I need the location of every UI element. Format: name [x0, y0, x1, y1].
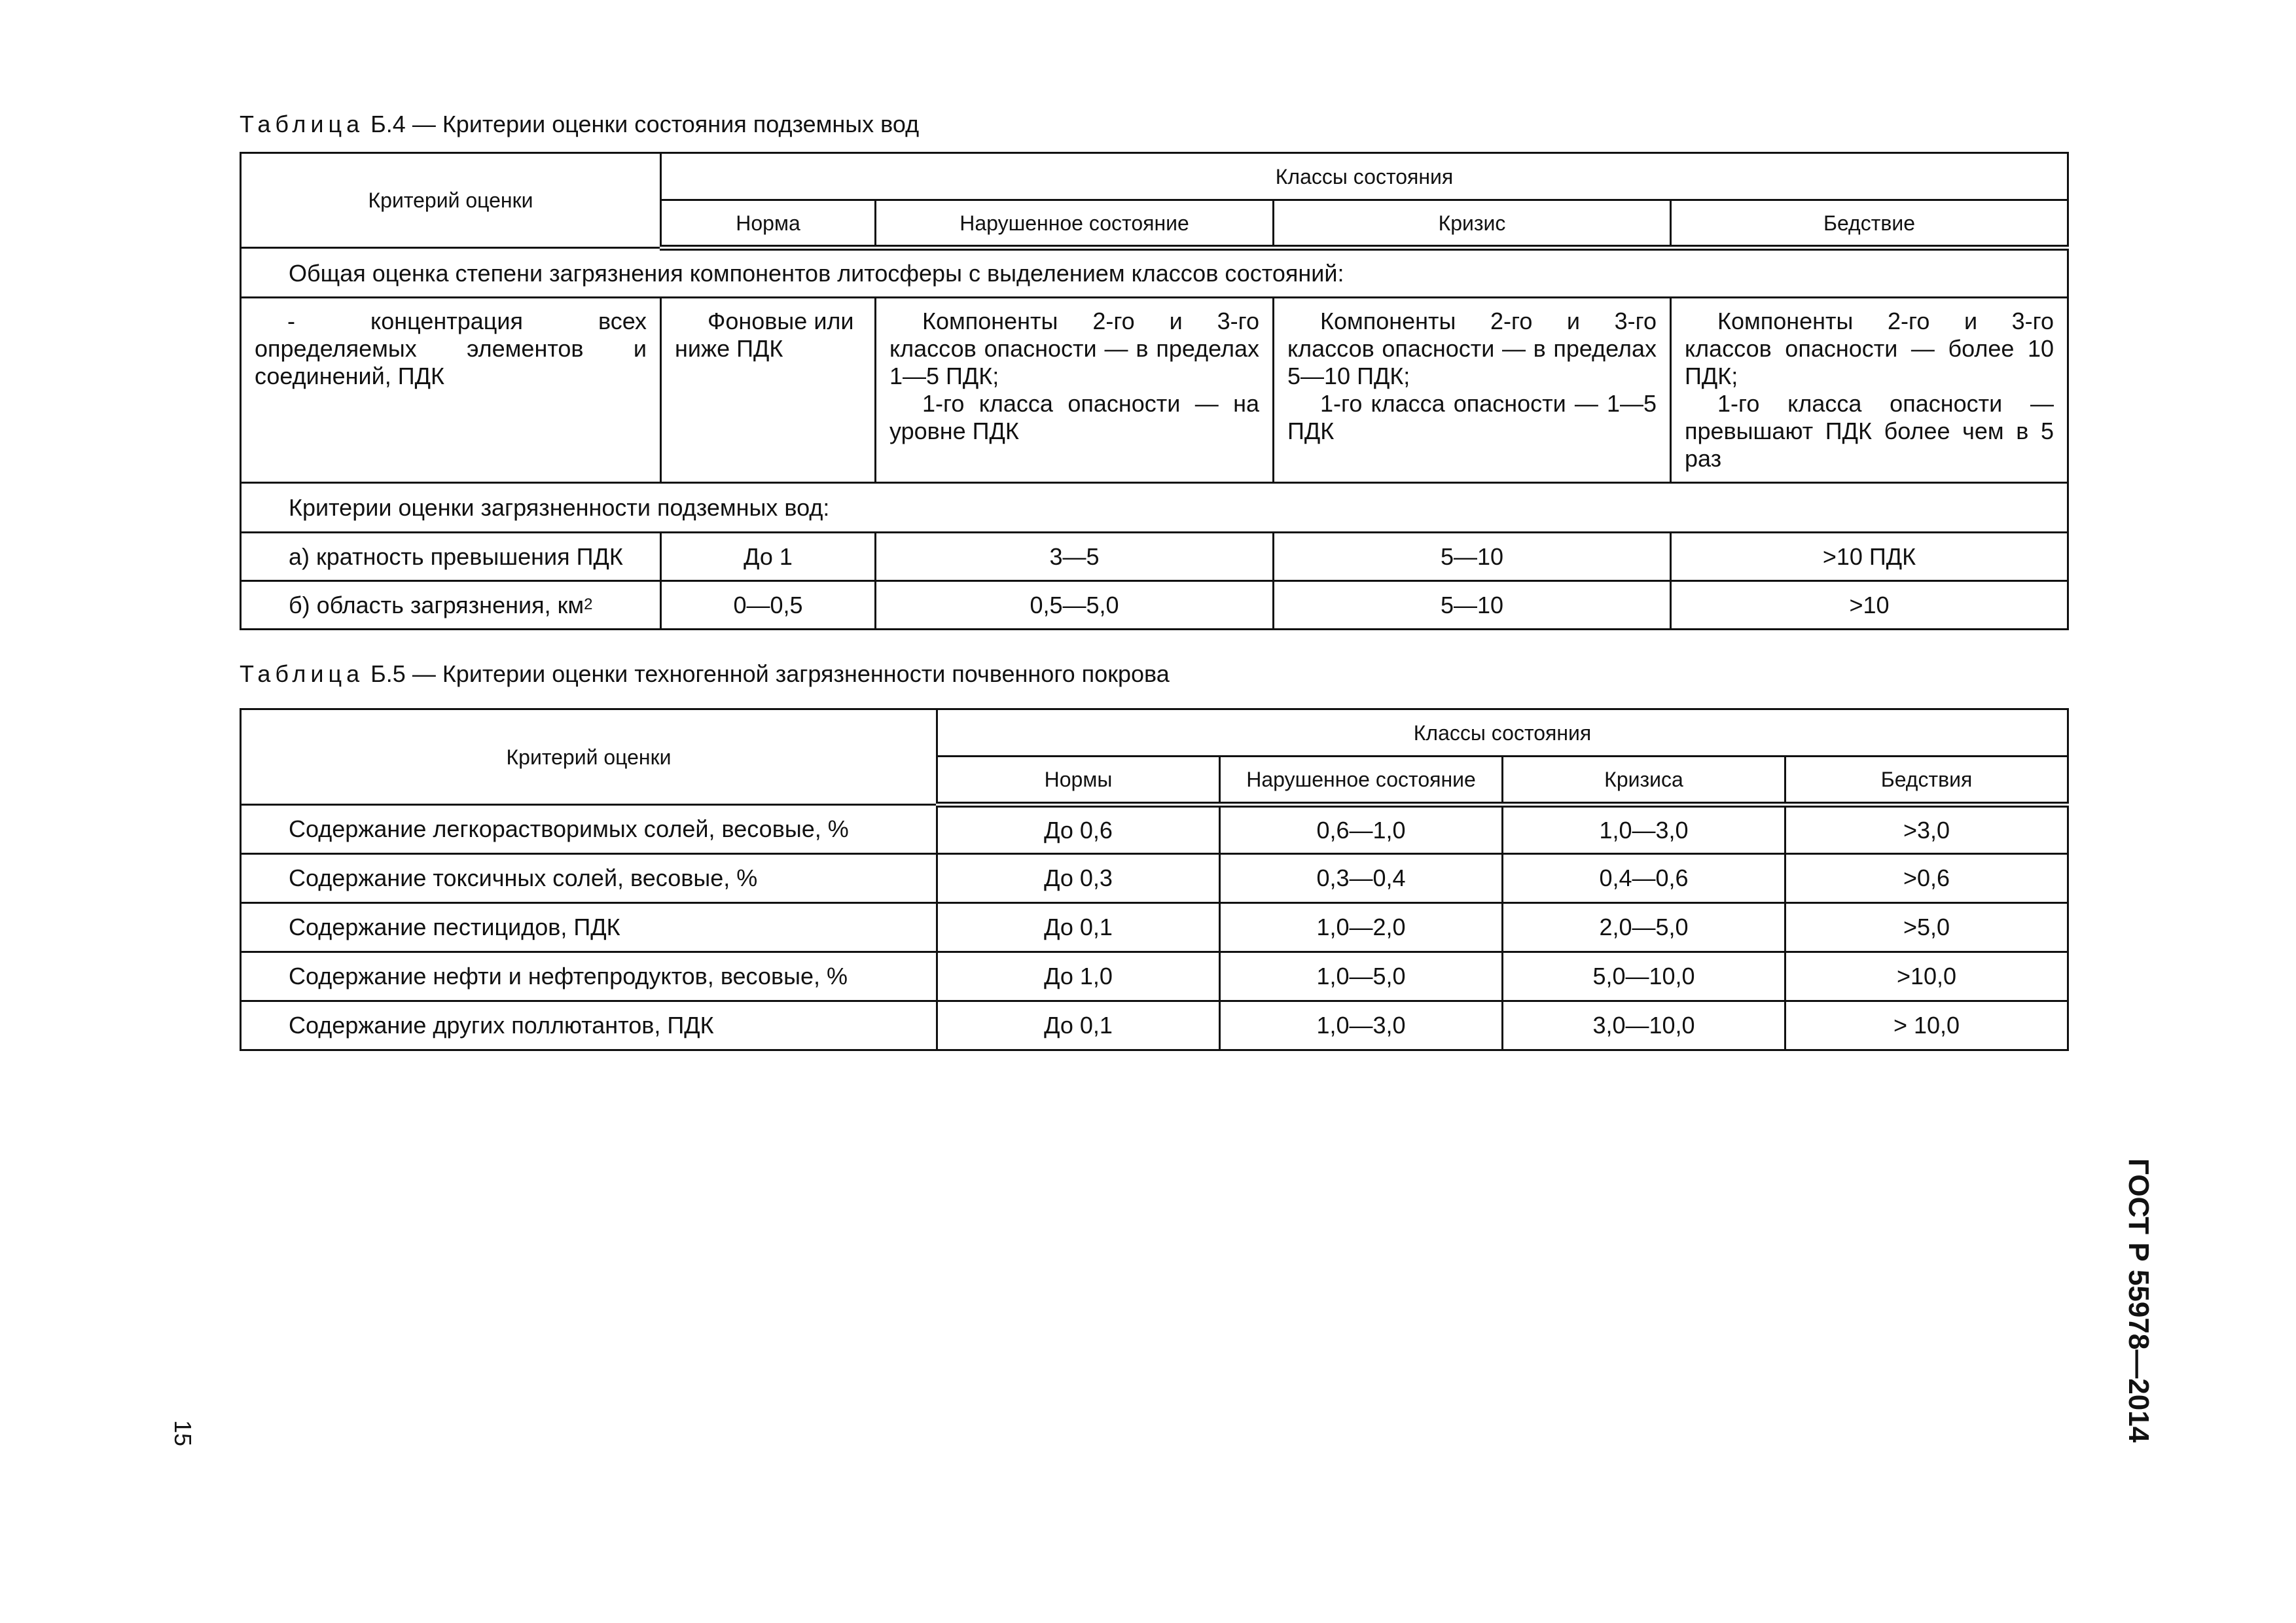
table-row	[241, 533, 2068, 581]
table-b4-caption-text: Б.4 — Критерии оценки состояния подземных вод	[370, 111, 920, 137]
table-b4-concentration-krizis-line2: 1-го класса опасности — 1—5 ПДК	[1287, 390, 1657, 444]
table-b4-header-criterion: Критерий оценки	[241, 153, 661, 248]
table-b5-row-5-bedstviya: > 10,0	[1785, 1001, 2068, 1050]
table-b4-row-b-narushennoe: 0,5—5,0	[876, 581, 1274, 630]
page-number: 15	[170, 1420, 196, 1447]
table-b4	[240, 152, 2069, 630]
table-row	[241, 952, 2068, 1001]
table-b5-row-3-normy: До 0,1	[937, 903, 1220, 952]
table-b4-row-a-criterion: а) кратность превышения ПДК	[241, 533, 661, 581]
table-row	[241, 903, 2068, 952]
table-b4-section-general: Общая оценка степени загрязнения компонентов литосферы с выделением классов состояний:	[241, 248, 2068, 298]
table-b5-row-3-krizisa: 2,0—5,0	[1503, 903, 1785, 952]
table-b5-row-5-narushennoe: 1,0—3,0	[1220, 1001, 1503, 1050]
table-b4-concentration-bedstvie	[1671, 298, 2068, 483]
document-code: ГОСТ Р 55978—2014	[2123, 1158, 2155, 1443]
table-b4-concentration-norma: Фоновые или ниже ПДК	[661, 298, 876, 483]
table-b4-header-class-bedstvie: Бедствие	[1671, 200, 2068, 248]
table-b4-caption	[240, 111, 919, 137]
table-b4-row-a-bedstvie: >10 ПДК	[1671, 533, 2068, 581]
table-b5-row-4-normy: До 1,0	[937, 952, 1220, 1001]
table-b4-header-classes: Классы состояния	[661, 153, 2068, 200]
table-row	[241, 805, 2068, 854]
table-b5-caption	[240, 661, 1170, 687]
table-b5-row-5-krizisa: 3,0—10,0	[1503, 1001, 1785, 1050]
table-b4-concentration-krizis-line1: Компоненты 2-го и 3-го классов опасности — в пределах 5—10 ПДК;	[1287, 308, 1657, 389]
table-b5-row-2-criterion: Содержание токсичных солей, весовые, %	[241, 854, 937, 903]
table-b4-row-b-norma: 0—0,5	[661, 581, 876, 630]
table-b5-row-2-normy: До 0,3	[937, 854, 1220, 903]
table-b5-row-2-narushennoe: 0,3—0,4	[1220, 854, 1503, 903]
table-b4-concentration-bedstvie-line1: Компоненты 2-го и 3-го классов опасности — более 10 ПДК;	[1685, 308, 2054, 389]
table-b5-row-1-normy: До 0,6	[937, 805, 1220, 854]
table-row	[241, 581, 2068, 630]
table-b4-row-b-krizis: 5—10	[1274, 581, 1671, 630]
table-row	[241, 854, 2068, 903]
table-b4-row-b-criterion-sup: 2	[584, 595, 593, 613]
table-b4-concentration-narushennoe-line2: 1-го класса опасности — на уровне ПДК	[889, 390, 1259, 444]
table-b4-section-groundwater: Критерии оценки загрязненности подземных вод:	[241, 483, 2068, 533]
table-b5-row-3-criterion: Содержание пестицидов, ПДК	[241, 903, 937, 952]
table-b4-concentration-krizis	[1274, 298, 1671, 483]
table-b5-header-class-bedstviya: Бедствия	[1785, 757, 2068, 805]
table-b4-row-b-criterion-text: б) область загрязнения, км	[289, 591, 584, 618]
table-b4-concentration-narushennoe	[876, 298, 1274, 483]
table-b5-header-class-normy: Нормы	[937, 757, 1220, 805]
table-b5-row-1-krizisa: 1,0—3,0	[1503, 805, 1785, 854]
table-row	[241, 298, 2068, 483]
table-b4-concentration-bedstvie-line2: 1-го класса опасности — превышают ПДК более чем в 5 раз	[1685, 390, 2054, 472]
table-b4-row-b-criterion	[241, 581, 661, 630]
table-b5-row-1-narushennoe: 0,6—1,0	[1220, 805, 1503, 854]
table-b5-row-3-narushennoe: 1,0—2,0	[1220, 903, 1503, 952]
table-b5-header-class-krizisa: Кризиса	[1503, 757, 1785, 805]
table-b5-row-4-bedstviya: >10,0	[1785, 952, 2068, 1001]
table-b5-row-5-normy: До 0,1	[937, 1001, 1220, 1050]
table-b4-concentration-criterion: - концентрация всех определяемых элементов и соединений, ПДК	[241, 298, 661, 483]
table-b5-row-2-bedstviya: >0,6	[1785, 854, 2068, 903]
table-b5	[240, 708, 2069, 1051]
table-b5-row-1-bedstviya: >3,0	[1785, 805, 2068, 854]
table-b5-row-3-bedstviya: >5,0	[1785, 903, 2068, 952]
table-b5-caption-text: Б.5 — Критерии оценки техногенной загрязненности почвенного покрова	[370, 660, 1170, 687]
table-b4-concentration-narushennoe-line1: Компоненты 2-го и 3-го классов опасности — в пределах 1—5 ПДК;	[889, 308, 1259, 389]
table-b5-row-5-criterion: Содержание других поллютантов, ПДК	[241, 1001, 937, 1050]
table-b5-row-4-krizisa: 5,0—10,0	[1503, 952, 1785, 1001]
table-b4-row-a-norma: До 1	[661, 533, 876, 581]
table-b5-row-4-narushennoe: 1,0—5,0	[1220, 952, 1503, 1001]
table-row	[241, 1001, 2068, 1050]
table-b5-caption-label: Таблица	[240, 660, 365, 687]
table-b4-row-a-narushennoe: 3—5	[876, 533, 1274, 581]
table-b4-row-b-bedstvie: >10	[1671, 581, 2068, 630]
table-b5-row-1-criterion: Содержание легкорастворимых солей, весовые, %	[241, 805, 937, 854]
table-b5-header-class-narushennoe: Нарушенное состояние	[1220, 757, 1503, 805]
table-b4-caption-label: Таблица	[240, 111, 365, 137]
table-b5-row-4-criterion: Содержание нефти и нефтепродуктов, весовые, %	[241, 952, 937, 1001]
table-b4-header-class-norma: Норма	[661, 200, 876, 248]
table-b5-header-criterion: Критерий оценки	[241, 709, 937, 805]
table-b5-header-classes: Классы состояния	[937, 709, 2068, 757]
table-b4-row-a-krizis: 5—10	[1274, 533, 1671, 581]
table-b4-header-class-narushennoe: Нарушенное состояние	[876, 200, 1274, 248]
table-b5-row-2-krizisa: 0,4—0,6	[1503, 854, 1785, 903]
table-b4-header-class-krizis: Кризис	[1274, 200, 1671, 248]
